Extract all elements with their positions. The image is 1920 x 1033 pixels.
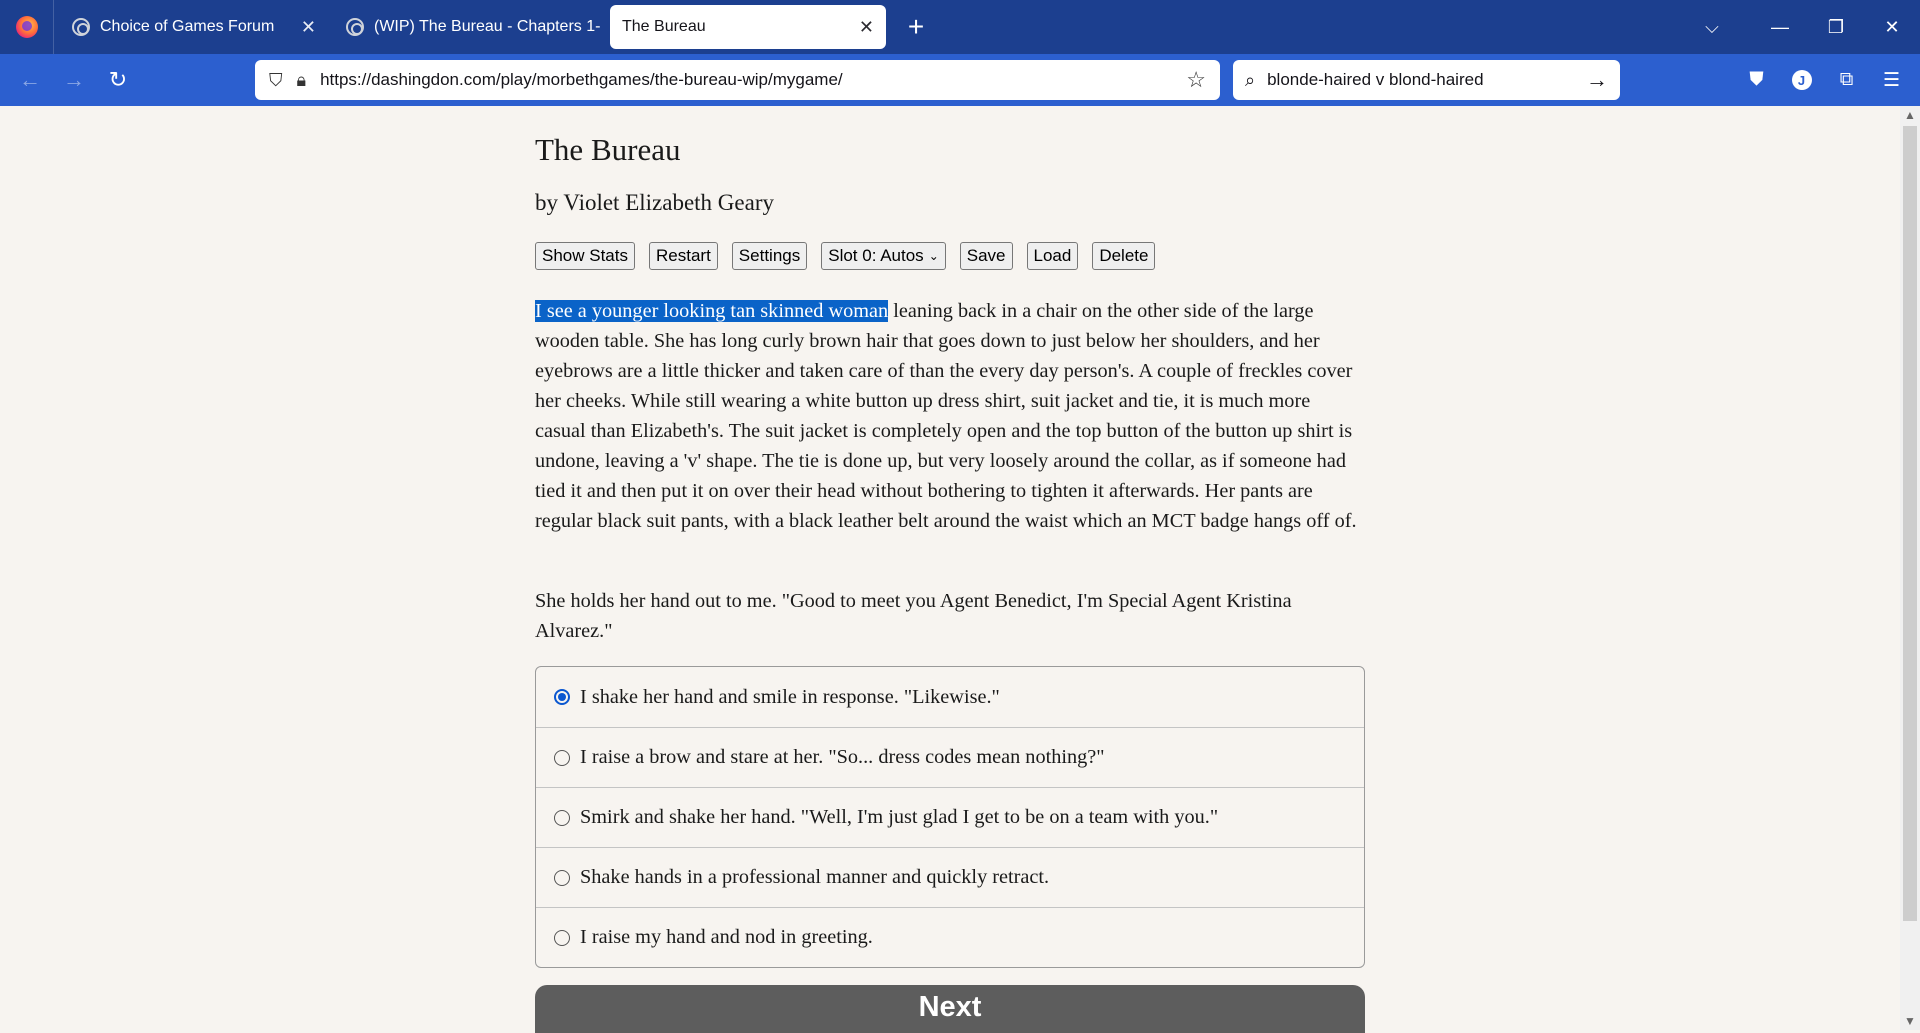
show-stats-button[interactable]: Show Stats <box>535 242 635 270</box>
lock-icon[interactable]: 🔒︎ <box>296 69 307 90</box>
restart-button[interactable]: Restart <box>649 242 718 270</box>
choice-label: I raise a brow and stare at her. "So... dress codes mean nothing?" <box>580 746 1105 768</box>
save-slot-select[interactable] <box>821 242 946 270</box>
bookmark-star-icon[interactable]: ☆ <box>1186 67 1206 92</box>
restore-icon[interactable]: ❐ <box>1827 16 1845 37</box>
search-go-arrow-icon[interactable]: → <box>1586 67 1608 92</box>
scroll-down-arrow-icon[interactable]: ▼ <box>1904 1014 1916 1028</box>
delete-button[interactable]: Delete <box>1092 242 1155 270</box>
url-text[interactable]: https://dashingdon.com/play/morbethgames/the-bureau-wip/mygame/ <box>320 70 843 89</box>
reload-icon[interactable]: ↻ <box>108 67 128 92</box>
scroll-up-arrow-icon[interactable]: ▲ <box>1904 108 1916 122</box>
site-favicon-icon <box>72 18 90 36</box>
scrollbar-thumb[interactable] <box>1903 126 1917 921</box>
tab-close-icon[interactable]: ✕ <box>300 16 316 37</box>
choice-option[interactable] <box>536 727 1364 787</box>
site-favicon-icon <box>346 18 364 36</box>
radio-button[interactable] <box>554 750 570 766</box>
navigation-bar <box>0 54 1920 106</box>
choice-label: I shake her hand and smile in response. "Likewise." <box>580 685 1000 708</box>
radio-button[interactable] <box>554 870 570 886</box>
settings-button[interactable]: Settings <box>732 242 807 270</box>
tab-choice-of-games-forum[interactable] <box>60 5 328 49</box>
choice-label: Shake hands in a professional manner and quickly retract. <box>580 866 1050 888</box>
search-input[interactable]: blonde-haired v blond-haired <box>1267 70 1484 89</box>
choice-list <box>535 666 1365 968</box>
radio-button[interactable] <box>554 810 570 826</box>
account-button[interactable] <box>1779 60 1824 100</box>
chevron-down-icon: ⌄ <box>928 249 939 263</box>
story-paragraph-text: leaning back in a chair on the other side of the large wooden table. She has long curly brown hair that goes down to just below her shoulders, and her eyebrows are a little thicker and taken care of than the every day person's. A couple of freckles cover her cheeks. While still wearing a white button up dress shirt, suit jacket and tie, it is much more casual than Elizabeth's. The suit jacket is completely open and the top button of the button up shirt is undone, leaving a 'v' shape. The tie is done up, but very loosely around the collar, as if someone had tied it and then put it on over their head without bothering to tighten it afterwards. Her pants are regular black suit pants, with a black leather belt around the waist which an MCT badge hangs off of. <box>535 300 1357 532</box>
back-arrow-icon[interactable]: ← <box>19 67 41 92</box>
game-title: The Bureau <box>535 132 681 167</box>
story-paragraph: She holds her hand out to me. "Good to meet you Agent Benedict, I'm Special Agent Kristina Alvarez." <box>535 590 1292 642</box>
tab-title: The Bureau <box>622 18 706 35</box>
tab-wip-the-bureau[interactable] <box>334 5 602 49</box>
tab-title: (WIP) The Bureau - Chapters 1- <box>374 18 601 35</box>
choice-label: I raise my hand and nod in greeting. <box>580 926 873 948</box>
load-button[interactable]: Load <box>1027 242 1079 270</box>
page-viewport <box>0 106 1900 1030</box>
tab-bar <box>0 0 1920 54</box>
new-tab-button[interactable]: + <box>907 11 925 42</box>
choice-option[interactable] <box>536 847 1364 907</box>
tab-the-bureau[interactable] <box>610 5 886 49</box>
game-toolbar <box>535 242 1155 270</box>
radio-button[interactable] <box>554 930 570 946</box>
tracking-shield-icon[interactable]: ⛉ <box>269 69 283 90</box>
radio-button-selected[interactable] <box>554 689 570 705</box>
firefox-menu-icon[interactable] <box>0 0 54 54</box>
selected-text-highlight: I see a younger looking tan skinned woman <box>535 300 889 322</box>
pocket-icon[interactable]: ⛊ <box>1749 69 1764 90</box>
hamburger-menu-icon[interactable]: ☰ <box>1882 69 1901 91</box>
save-button[interactable]: Save <box>960 242 1013 270</box>
choice-option[interactable] <box>536 907 1364 967</box>
minimize-icon[interactable]: — <box>1771 16 1789 37</box>
list-all-tabs-chevron-icon[interactable]: ⌵ <box>1705 16 1719 37</box>
save-slot-value: Slot 0: Autos <box>828 246 924 265</box>
account-avatar-icon: J <box>1792 70 1812 90</box>
story-paragraph <box>535 296 1365 536</box>
next-button[interactable]: Next <box>535 985 1365 1033</box>
choice-option[interactable] <box>536 667 1364 727</box>
toolbar-right <box>1734 54 1920 106</box>
forward-arrow-icon[interactable]: → <box>63 67 85 92</box>
game-author: by Violet Elizabeth Geary <box>535 190 774 215</box>
choice-label: Smirk and shake her hand. "Well, I'm just glad I get to be on a team with you." <box>580 806 1219 828</box>
url-bar[interactable] <box>255 60 1220 100</box>
choice-option[interactable] <box>536 787 1364 847</box>
search-icon: ⌕ <box>1245 69 1256 90</box>
extensions-puzzle-icon[interactable]: ⧉ <box>1839 69 1854 90</box>
search-bar[interactable] <box>1233 60 1620 100</box>
tab-title: Choice of Games Forum <box>100 18 275 35</box>
page-scrollbar[interactable] <box>1900 106 1920 1030</box>
close-window-icon[interactable]: ✕ <box>1884 16 1900 37</box>
tab-close-icon[interactable]: ✕ <box>858 16 874 37</box>
